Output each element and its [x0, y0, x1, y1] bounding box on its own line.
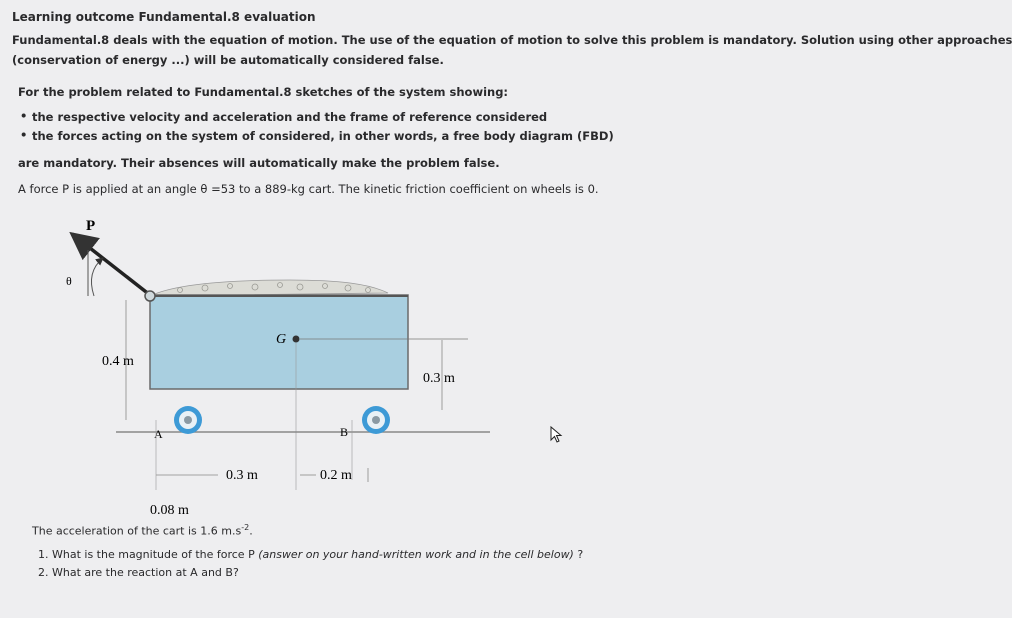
label-b: B — [340, 425, 349, 439]
sketch-intro-text: For the problem related to Fundamental.8 sketches of the system showing: — [18, 85, 509, 99]
label-g: G — [276, 332, 287, 347]
wheel-b — [362, 406, 390, 434]
intro-text-line-2: (conservation of energy ...) will be automatically considered false. — [12, 53, 444, 67]
label-p: P — [86, 218, 96, 234]
wheel-a — [174, 406, 202, 434]
acceleration-end: . — [249, 524, 253, 538]
label-a: A — [154, 427, 163, 441]
label-theta: θ — [66, 274, 72, 288]
force-attachment-pin — [145, 291, 155, 301]
bullet-text: the respective velocity and acceleration and the frame of reference considered — [32, 110, 548, 124]
bullet-dot-icon: • — [20, 128, 28, 142]
acceleration-base: The acceleration of the cart is 1.6 m.s — [32, 524, 242, 538]
intro-text-line-1: Fundamental.8 deals with the equation of motion. The use of the equation of motion to solve this problem is mandatory. Solution using other approaches — [12, 33, 1012, 47]
question-1-note: (answer on your hand-written work and in the cell below) — [258, 548, 574, 561]
mouse-cursor-icon — [550, 426, 564, 444]
dim-offset-label: 0.08 m — [150, 503, 189, 518]
acceleration-text — [32, 523, 253, 538]
acceleration-exponent: -2 — [241, 523, 250, 532]
theta-arc — [91, 258, 103, 296]
question-1-suffix: ? — [573, 548, 584, 561]
dim-bottom-left-label: 0.3 m — [226, 468, 258, 483]
question-2: 2. What are the reaction at A and B? — [38, 566, 239, 579]
dim-bottom-right-label: 0.2 m — [320, 468, 352, 483]
mandatory-note-text: are mandatory. Their absences will automatically make the problem false. — [18, 156, 500, 170]
bullet-text: the forces acting on the system of considered, in other words, a free body diagram (FBD) — [32, 129, 614, 143]
question-1 — [38, 548, 583, 561]
center-of-gravity-dot — [293, 336, 300, 343]
cart-load-gravel — [150, 280, 388, 296]
force-p-arrow — [72, 234, 150, 295]
dim-height-label: 0.4 m — [102, 354, 134, 369]
problem-statement: A force P is applied at an angle θ =53 to a 889-kg cart. The kinetic friction coefficient on wheels is 0. — [18, 182, 599, 196]
bullet-dot-icon: • — [20, 109, 28, 123]
question-1-prefix: 1. What is the magnitude of the force P — [38, 548, 259, 561]
dim-right-label: 0.3 m — [423, 371, 455, 386]
page-heading: Learning outcome Fundamental.8 evaluation — [12, 10, 316, 24]
